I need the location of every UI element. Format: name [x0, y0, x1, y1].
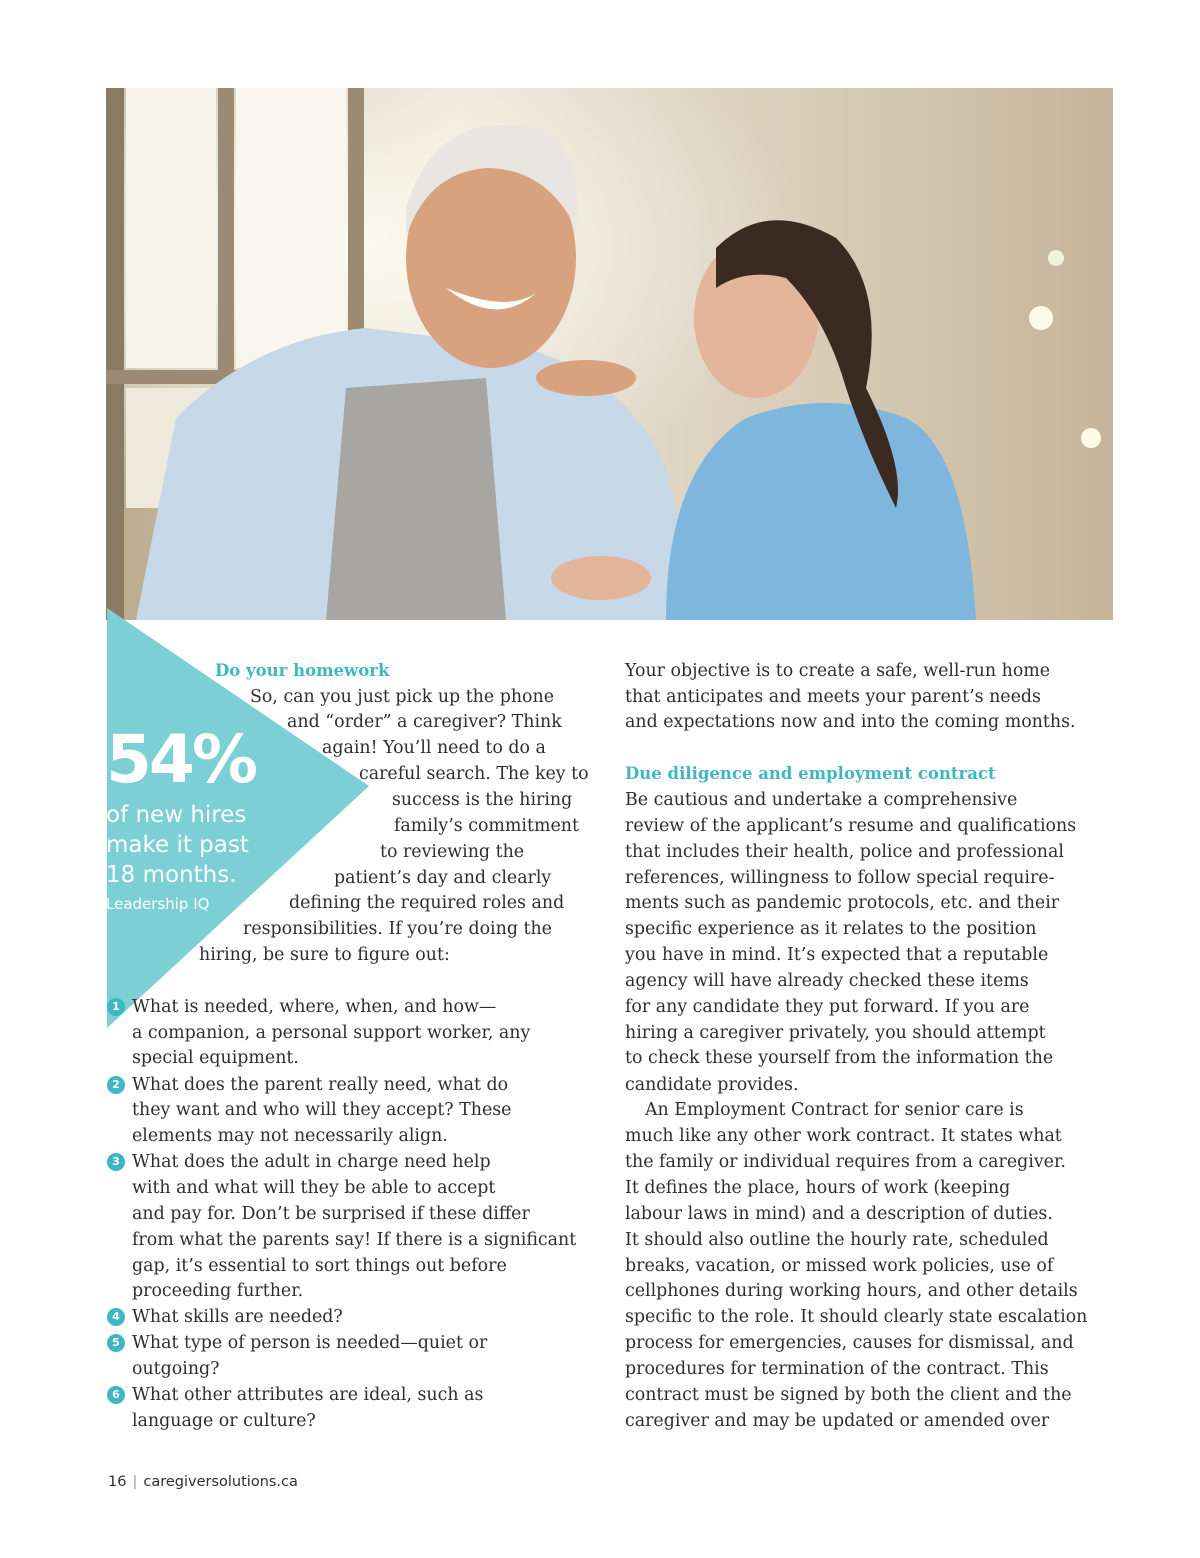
intro-line: patient’s day and clearly: [334, 868, 552, 888]
right-intro-line: that anticipates and meets your parent’s needs: [625, 687, 1041, 707]
stat-text-line: 18 months.: [106, 862, 237, 888]
list-number-5: 5: [107, 1334, 125, 1352]
stat-text-line: make it past: [106, 832, 249, 858]
body-line: procedures for termination of the contract. This: [625, 1359, 1049, 1379]
intro-line: defining the required roles and: [289, 893, 565, 913]
intro-line: So, can you just pick up the phone: [250, 687, 554, 707]
page-footer: [108, 1474, 298, 1490]
list-item-line: special equipment.: [132, 1048, 299, 1068]
list-item-line: with and what will they be able to accept: [132, 1178, 496, 1198]
footer-site-link[interactable]: caregiversolutions.ca: [143, 1474, 298, 1490]
list-number-3: 3: [107, 1153, 125, 1171]
body-line: contract must be signed by both the client and the: [625, 1385, 1072, 1405]
body-line: Be cautious and undertake a comprehensive: [625, 790, 1018, 810]
body-line: breaks, vacation, or missed work policies, use of: [625, 1256, 1054, 1276]
body-line: hiring a caregiver privately, you should attempt: [625, 1023, 1046, 1043]
page-number: 16: [108, 1474, 127, 1490]
intro-line: and “order” a caregiver? Think: [287, 712, 562, 732]
section-heading-due-diligence: Due diligence and employment contract: [625, 764, 996, 783]
body-line: process for emergencies, causes for dismissal, and: [625, 1333, 1074, 1353]
body-line: that includes their health, police and professional: [625, 842, 1064, 862]
body-line: much like any other work contract. It states what: [625, 1126, 1062, 1146]
list-item-line: proceeding further.: [132, 1281, 304, 1301]
stat-value: 54%: [106, 721, 255, 798]
right-intro-line: and expectations now and into the coming months.: [625, 712, 1076, 732]
list-item-line: a companion, a personal support worker, any: [132, 1023, 531, 1043]
list-item-line: What type of person is needed—quiet or: [132, 1333, 488, 1353]
body-line: ments such as pandemic protocols, etc. and their: [625, 893, 1060, 913]
right-intro-line: Your objective is to create a safe, well-run home: [625, 661, 1051, 681]
footer-separator: |: [132, 1474, 138, 1490]
list-item-line: language or culture?: [132, 1411, 316, 1431]
list-item-line: What is needed, where, when, and how—: [132, 997, 497, 1017]
stat-text: [106, 800, 249, 890]
list-number-2: 2: [107, 1076, 125, 1094]
list-number-4: 4: [107, 1308, 125, 1326]
list-item-line: What skills are needed?: [132, 1307, 343, 1327]
photo-illustration: [106, 88, 1113, 620]
body-line: caregiver and may be updated or amended over: [625, 1411, 1050, 1431]
intro-line: hiring, be sure to figure out:: [199, 945, 450, 965]
body-line: you have in mind. It’s expected that a reputable: [625, 945, 1049, 965]
body-line: for any candidate they put forward. If you are: [625, 997, 1030, 1017]
intro-line: again! You’ll need to do a: [322, 738, 546, 758]
list-item-line: outgoing?: [132, 1359, 220, 1379]
body-line: It should also outline the hourly rate, scheduled: [625, 1230, 1049, 1250]
intro-line: to reviewing the: [380, 842, 525, 862]
list-item-line: gap, it’s essential to sort things out before: [132, 1256, 507, 1276]
intro-line: responsibilities. If you’re doing the: [243, 919, 552, 939]
section-heading-homework: Do your homework: [215, 661, 390, 680]
hero-photo: [106, 88, 1113, 620]
body-line: An Employment Contract for senior care is: [645, 1100, 1024, 1120]
list-item-line: elements may not necessarily align.: [132, 1126, 448, 1146]
list-item-line: they want and who will they accept? These: [132, 1100, 512, 1120]
list-item-line: and pay for. Don’t be surprised if these differ: [132, 1204, 530, 1224]
body-line: review of the applicant’s resume and qualifications: [625, 816, 1077, 836]
stat-text-line: of new hires: [106, 802, 247, 828]
body-line: cellphones during working hours, and other details: [625, 1281, 1078, 1301]
body-line: It defines the place, hours of work (keeping: [625, 1178, 1011, 1198]
body-line: specific to the role. It should clearly state escalation: [625, 1307, 1088, 1327]
list-number-6: 6: [107, 1386, 125, 1404]
intro-line: careful search. The key to: [359, 764, 589, 784]
body-line: the family or individual requires from a caregiver.: [625, 1152, 1066, 1172]
list-item-line: from what the parents say! If there is a significant: [132, 1230, 577, 1250]
body-line: labour laws in mind) and a description of duties.: [625, 1204, 1053, 1224]
body-line: candidate provides.: [625, 1075, 799, 1095]
list-item-line: What does the parent really need, what do: [132, 1075, 509, 1095]
intro-line: family’s commitment: [394, 816, 579, 836]
stat-source: Leadership IQ: [106, 895, 210, 913]
list-number-1: 1: [107, 998, 125, 1016]
list-item-line: What does the adult in charge need help: [132, 1152, 491, 1172]
body-line: references, willingness to follow special require-: [625, 868, 1055, 888]
body-line: to check these yourself from the information the: [625, 1048, 1054, 1068]
intro-line: success is the hiring: [392, 790, 573, 810]
list-item-line: What other attributes are ideal, such as: [132, 1385, 484, 1405]
body-line: agency will have already checked these items: [625, 971, 1029, 991]
body-line: specific experience as it relates to the position: [625, 919, 1037, 939]
